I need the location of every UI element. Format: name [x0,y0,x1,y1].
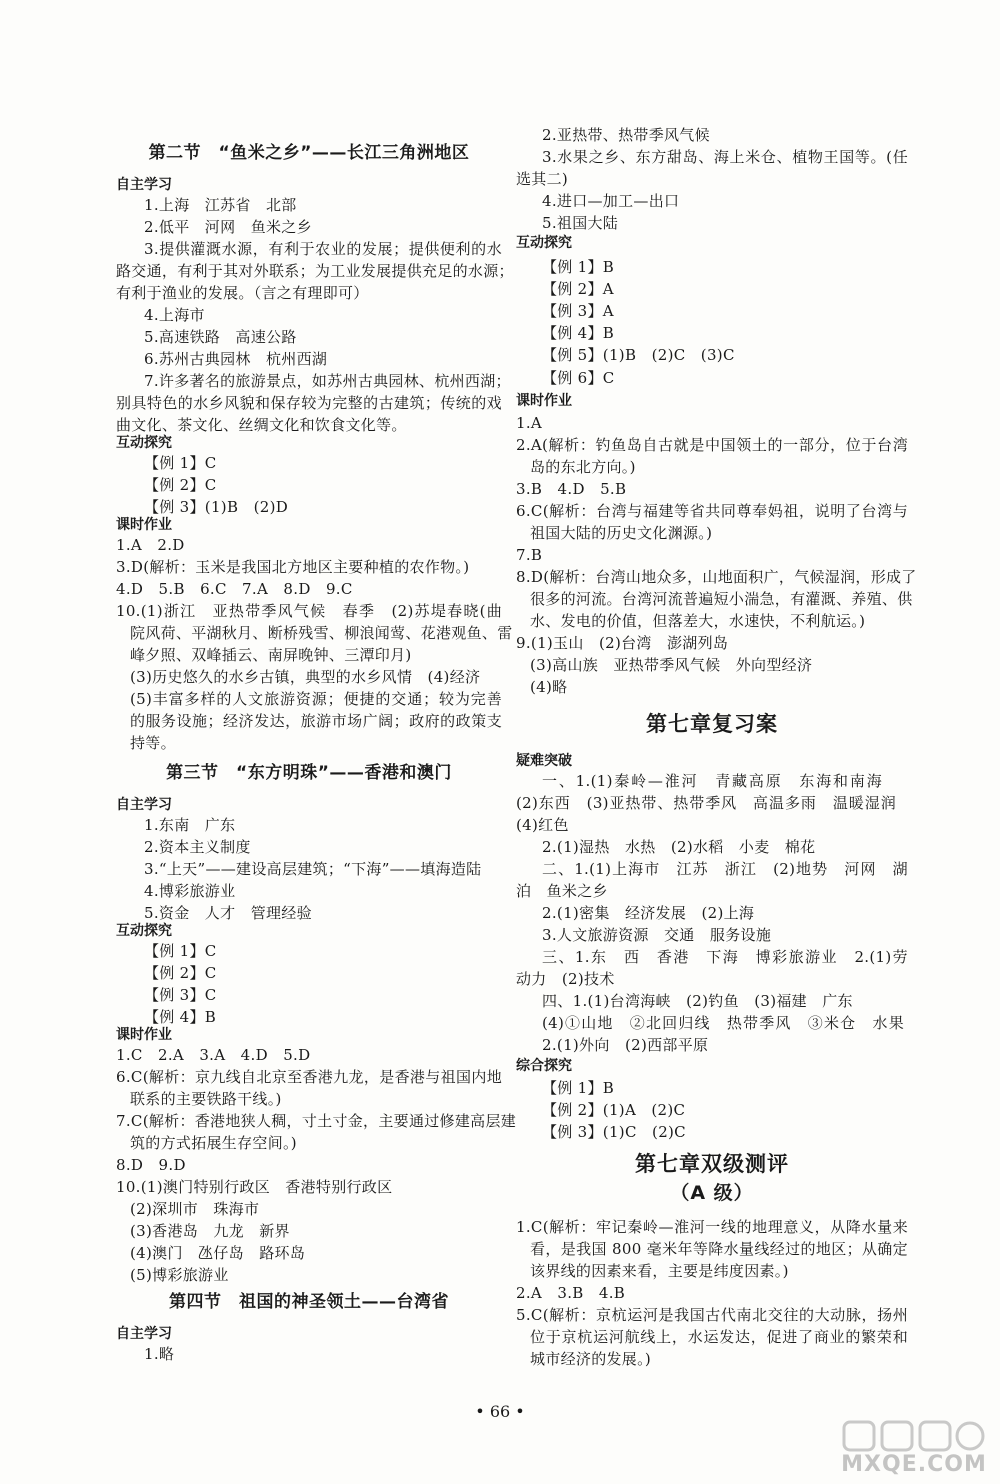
answer-line: 【例 2】(1)A (2)C [542,1101,686,1119]
answer-line: 【例 3】C [144,986,217,1004]
answer-line: 9.(1)玉山 (2)台湾 澎湖列岛 [516,634,729,652]
section-4-title: 第四节 祖国的神圣领土——台湾省 [169,1292,449,1312]
answer-line: 【例 1】B [542,1079,615,1097]
answer-line: 1.略 [144,1345,175,1363]
answer-line: (4)澳门 氹仔岛 路环岛 [130,1244,306,1262]
answer-line: 8.D 9.D [116,1156,186,1174]
answer-line: 2.低平 河网 鱼米之乡 [144,218,312,236]
answer-line: 10.(1)浙江 亚热带季风气候 春季 (2)苏堤春晓(曲 [116,602,502,620]
answer-line: 【例 4】B [144,1008,217,1026]
answer-line: 【例 1】B [542,258,615,276]
answer-line: 岛的东北方向。) [530,458,636,476]
answer-line: 筑的方式拓展生存空间。) [130,1134,297,1152]
chapter-review-title: 第七章复习案 [646,712,778,736]
answer-line: 水、发电的价值，但落差大，水速快，不利航运。) [530,612,866,630]
interactive-label: 互动探究 [116,923,172,939]
answer-line: 【例 5】(1)B (2)C (3)C [542,346,735,364]
answer-line: 3.D(解析：玉米是我国北方地区主要种植的农作物。) [116,558,470,576]
section-3-title: 第三节 “东方明珠”——香港和澳门 [166,763,452,783]
answer-line: 【例 2】A [542,280,614,298]
answer-line: 4.进口—加工—出口 [542,192,680,210]
answer-line: (5)丰富多样的人文旅游资源；便捷的交通；较为完善 [130,690,502,708]
self-study-label: 自主学习 [116,797,172,813]
answer-line: 7.许多著名的旅游景点，如苏州古典园林、杭州西湖； [144,372,511,390]
answer-line: 【例 3】(1)B (2)D [144,498,289,516]
answer-line: 7.C(解析：香港地狭人稠，寸土寸金，主要通过修建高层建 [116,1112,517,1130]
answer-line: 【例 3】A [542,302,614,320]
answer-line: 10.(1)澳门特别行政区 香港特别行政区 [116,1178,393,1196]
answer-line: 2.亚热带、热带季风气候 [542,126,710,144]
answer-line: 的服务设施；经济发达，旅游市场广阔；政府的政策支 [130,712,502,730]
answer-line: (3)香港岛 九龙 新界 [130,1222,290,1240]
answer-line: 2.(1)外向 (2)西部平原 [542,1036,709,1054]
answer-line: 3.“上天”——建设高层建筑；“下海”——填海造陆 [144,860,482,878]
answer-line: 【例 6】C [542,369,615,387]
answer-line: 3.提供灌溉水源，有利于农业的发展；提供便利的水 [144,240,502,258]
answer-line: 联系的主要铁路干线。) [130,1090,282,1108]
answer-line: 7.B [516,546,543,564]
answer-line: 5.C(解析：京杭运河是我国古代南北交往的大动脉，扬州 [516,1306,908,1324]
answer-line: 看，是我国 800 毫米年等降水量线经过的地区；从确定 [530,1240,908,1258]
answer-line: 【例 2】C [144,476,217,494]
self-study-label: 自主学习 [116,177,172,193]
answer-line: 4.博彩旅游业 [144,882,236,900]
answer-line: 二、1.(1)上海市 江苏 浙江 (2)地势 河网 湖 [542,860,908,878]
answer-line: (4)红色 [516,816,569,834]
answer-line: 【例 2】C [144,964,217,982]
answer-line: 曲文化、茶文化、丝绸文化和饮食文化等。 [116,416,407,434]
answer-line: 【例 1】C [144,942,217,960]
answer-line: (3)高山族 亚热带季风气候 外向型经济 [530,656,813,674]
answer-line: 四、1.(1)台湾海峡 (2)钓鱼 (3)福建 广东 [542,992,853,1010]
page-number: • 66 • [475,1402,525,1421]
level-label: （A 级） [670,1182,754,1204]
answer-line: 2.A 3.B 4.B [516,1284,626,1302]
watermark-logo [836,1418,992,1478]
answer-line: 1.C 2.A 3.A 4.D 5.D [116,1046,311,1064]
answer-line: 【例 3】(1)C (2)C [542,1123,686,1141]
answer-line: (2)深圳市 珠海市 [130,1200,260,1218]
section-2-title: 第二节 “鱼米之乡”——长江三角洲地区 [148,143,470,163]
answer-line: (5)博彩旅游业 [130,1266,229,1284]
answer-line: 祖国大陆的历史文化渊源。) [530,524,713,542]
answer-line: 4.D 5.B 6.C 7.A 8.D 9.C [116,580,353,598]
answer-line: (2)东西 (3)亚热带、热带季风 高温多雨 温暖湿润 [516,794,896,812]
answer-line: 8.D(解析：台湾山地众多，山地面积广，气候湿润，形成了 [516,568,917,586]
answer-line: 很多的河流。台湾河流普遍短小湍急，有灌溉、养殖、供 [530,590,913,608]
self-study-label: 自主学习 [116,1326,172,1342]
answer-line: 【例 1】C [144,454,217,472]
answer-line: 动力 (2)技术 [516,970,615,988]
answer-line: 该界线的因素来看，主要是纬度因素。) [530,1262,789,1280]
answer-line: 城市经济的发展。) [530,1350,652,1368]
homework-label: 课时作业 [116,1027,172,1043]
answer-line: 3.水果之乡、东方甜岛、海上米仓、植物王国等。(任 [542,148,908,166]
answer-line: 一、1.(1)秦岭—淮河 青藏高原 东海和南海 [542,772,882,790]
answer-line: 3.人文旅游资源 交通 服务设施 [542,926,772,944]
answer-line: 【例 4】B [542,324,615,342]
answer-line: 2.资本主义制度 [144,838,251,856]
answer-line: 三、1.东 西 香港 下海 博彩旅游业 2.(1)劳 [542,948,908,966]
answer-line: 泊 鱼米之乡 [516,882,608,900]
answer-line: 持等。 [130,734,176,752]
answer-line: 2.A(解析：钓鱼岛自古就是中国领土的一部分，位于台湾 [516,436,908,454]
answer-line: 2.(1)密集 经济发展 (2)上海 [542,904,755,922]
answer-line: 3.B 4.D 5.B [516,480,627,498]
answer-line: 6.苏州古典园林 杭州西湖 [144,350,328,368]
answer-line: 1.上海 江苏省 北部 [144,196,297,214]
watermark-text: MXQE.COM [841,1452,987,1477]
interactive-label: 互动探究 [516,235,572,251]
answer-line: 1.A [516,414,543,432]
answer-line: 路交通，有利于其对外联系；为工业发展提供充足的水源； [116,262,514,280]
homework-label: 课时作业 [116,517,172,533]
homework-label: 课时作业 [516,393,572,409]
answer-line: 5.高速铁路 高速公路 [144,328,297,346]
answer-line: 选其二) [516,170,569,188]
answer-line: 2.(1)湿热 水热 (2)水稻 小麦 棉花 [542,838,816,856]
answer-line: 1.C(解析：牢记秦岭—淮河一线的地理意义，从降水量来 [516,1218,908,1236]
answer-line: (3)历史悠久的水乡古镇，典型的水乡风情 (4)经济 [130,668,481,686]
comprehensive-label: 综合探究 [516,1058,572,1074]
answer-line: (4)略 [530,678,568,696]
chapter-test-title: 第七章双级测评 [635,1152,789,1176]
answer-line: 位于京杭运河航线上，水运发达，促进了商业的繁荣和 [530,1328,908,1346]
answer-line: 4.上海市 [144,306,205,324]
interactive-label: 互动探究 [116,435,172,451]
answer-line: 5.祖国大陆 [542,214,619,232]
answer-line: 1.东南 广东 [144,816,236,834]
answer-line: 峰夕照、双峰插云、南屏晚钟、三潭印月) [130,646,412,664]
answer-line: 有利于渔业的发展。（言之有理即可） [116,284,369,302]
answer-line: 1.A 2.D [116,536,185,554]
difficulty-label: 疑难突破 [516,753,572,769]
answer-line: 别具特色的水乡风貌和保存较为完整的古建筑；传统的戏 [116,394,502,412]
answer-line: 院风荷、平湖秋月、断桥残雪、柳浪闻莺、花港观鱼、雷 [130,624,513,642]
answer-line: 5.资金 人才 管理经验 [144,904,312,922]
answer-line: (4)①山地 ②北回归线 热带季风 ③米仓 水果 [542,1014,904,1032]
answer-line: 6.C(解析：台湾与福建等省共同尊奉妈祖，说明了台湾与 [516,502,908,520]
watermark-mark-icon [836,1418,992,1454]
answer-line: 6.C(解析：京九线自北京至香港九龙，是香港与祖国内地 [116,1068,502,1086]
